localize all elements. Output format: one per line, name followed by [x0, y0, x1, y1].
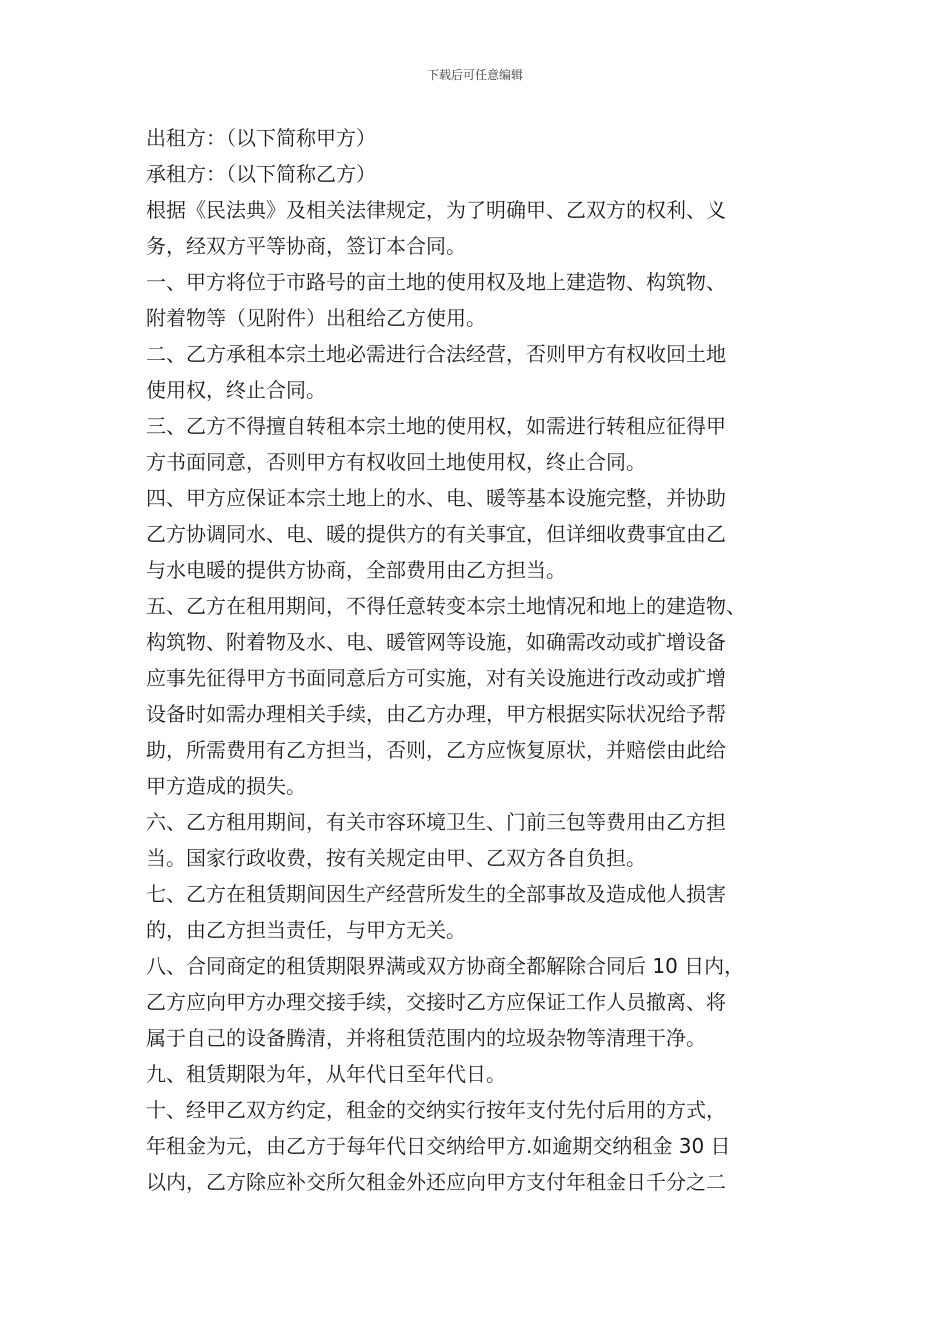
- text-line: 五、乙方在租用期间，不得任意转变本宗土地情况和地上的建造物、: [146, 594, 746, 618]
- text-line: 八、合同商定的租赁期限界满或双方协商全都解除合同后 10 日内，: [146, 954, 745, 978]
- text-line: 六、乙方租用期间，有关市容环境卫生、门前三包等费用由乙方担: [146, 810, 726, 834]
- text-line: 年租金为元，由乙方于每年代日交纳给甲方.如逾期交纳租金 30 日: [146, 1134, 731, 1158]
- text-line: 乙方协调同水、电、暖的提供方的有关事宜，但详细收费事宜由乙: [146, 522, 726, 546]
- text-line: 助，所需费用有乙方担当，否则，乙方应恢复原状，并赔偿由此给: [146, 738, 726, 762]
- text-line: 乙方应向甲方办理交接手续，交接时乙方应保证工作人员撤离、将: [146, 990, 726, 1014]
- text-line: 应事先征得甲方书面同意后方可实施，对有关设施进行改动或扩增: [146, 666, 726, 690]
- text-line: 构筑物、附着物及水、电、暖管网等设施，如确需改动或扩增设备: [146, 630, 726, 654]
- text-line: 七、乙方在租赁期间因生产经营所发生的全部事故及造成他人损害: [146, 882, 726, 906]
- text-line: 一、甲方将位于市路号的亩土地的使用权及地上建造物、构筑物、: [146, 270, 726, 294]
- text-line: 以内，乙方除应补交所欠租金外还应向甲方支付年租金日千分之二: [146, 1170, 726, 1194]
- text-line: 与水电暖的提供方协商，全部费用由乙方担当。: [146, 558, 566, 582]
- text-line: 甲方造成的损失。: [146, 774, 306, 798]
- text-line: 方书面同意，否则甲方有权收回土地使用权，终止合同。: [146, 450, 646, 474]
- text-line: 当。国家行政收费，按有关规定由甲、乙双方各自负担。: [146, 846, 646, 870]
- text-line: 四、甲方应保证本宗土地上的水、电、暖等基本设施完整，并协助: [146, 486, 726, 510]
- text-line: 属于自己的设备腾清，并将租赁范围内的垃圾杂物等清理干净。: [146, 1026, 706, 1050]
- contract-body: [146, 120, 816, 1200]
- text-line: 十、经甲乙双方约定，租金的交纳实行按年支付先付后用的方式，: [146, 1098, 726, 1122]
- text-line: 附着物等（见附件）出租给乙方使用。: [146, 306, 486, 330]
- text-line: 的，由乙方担当责任，与甲方无关。: [146, 918, 466, 942]
- text-line: 设备时如需办理相关手续，由乙方办理，甲方根据实际状况给予帮: [146, 702, 726, 726]
- text-line: 出租方：（以下简称甲方）: [146, 126, 376, 150]
- text-line: 使用权，终止合同。: [146, 378, 326, 402]
- text-line: 三、乙方不得擅自转租本宗土地的使用权，如需进行转租应征得甲: [146, 414, 726, 438]
- text-line: 二、乙方承租本宗土地必需进行合法经营，否则甲方有权收回土地: [146, 342, 726, 366]
- text-line: 承租方：（以下简称乙方）: [146, 162, 376, 186]
- text-line: 九、租赁期限为年，从年代日至年代日。: [146, 1062, 506, 1086]
- text-line: 根据《民法典》及相关法律规定，为了明确甲、乙双方的权利、义: [146, 198, 726, 222]
- page-header: 下载后可任意编辑: [426, 68, 523, 82]
- text-line: 务，经双方平等协商，签订本合同。: [146, 234, 466, 258]
